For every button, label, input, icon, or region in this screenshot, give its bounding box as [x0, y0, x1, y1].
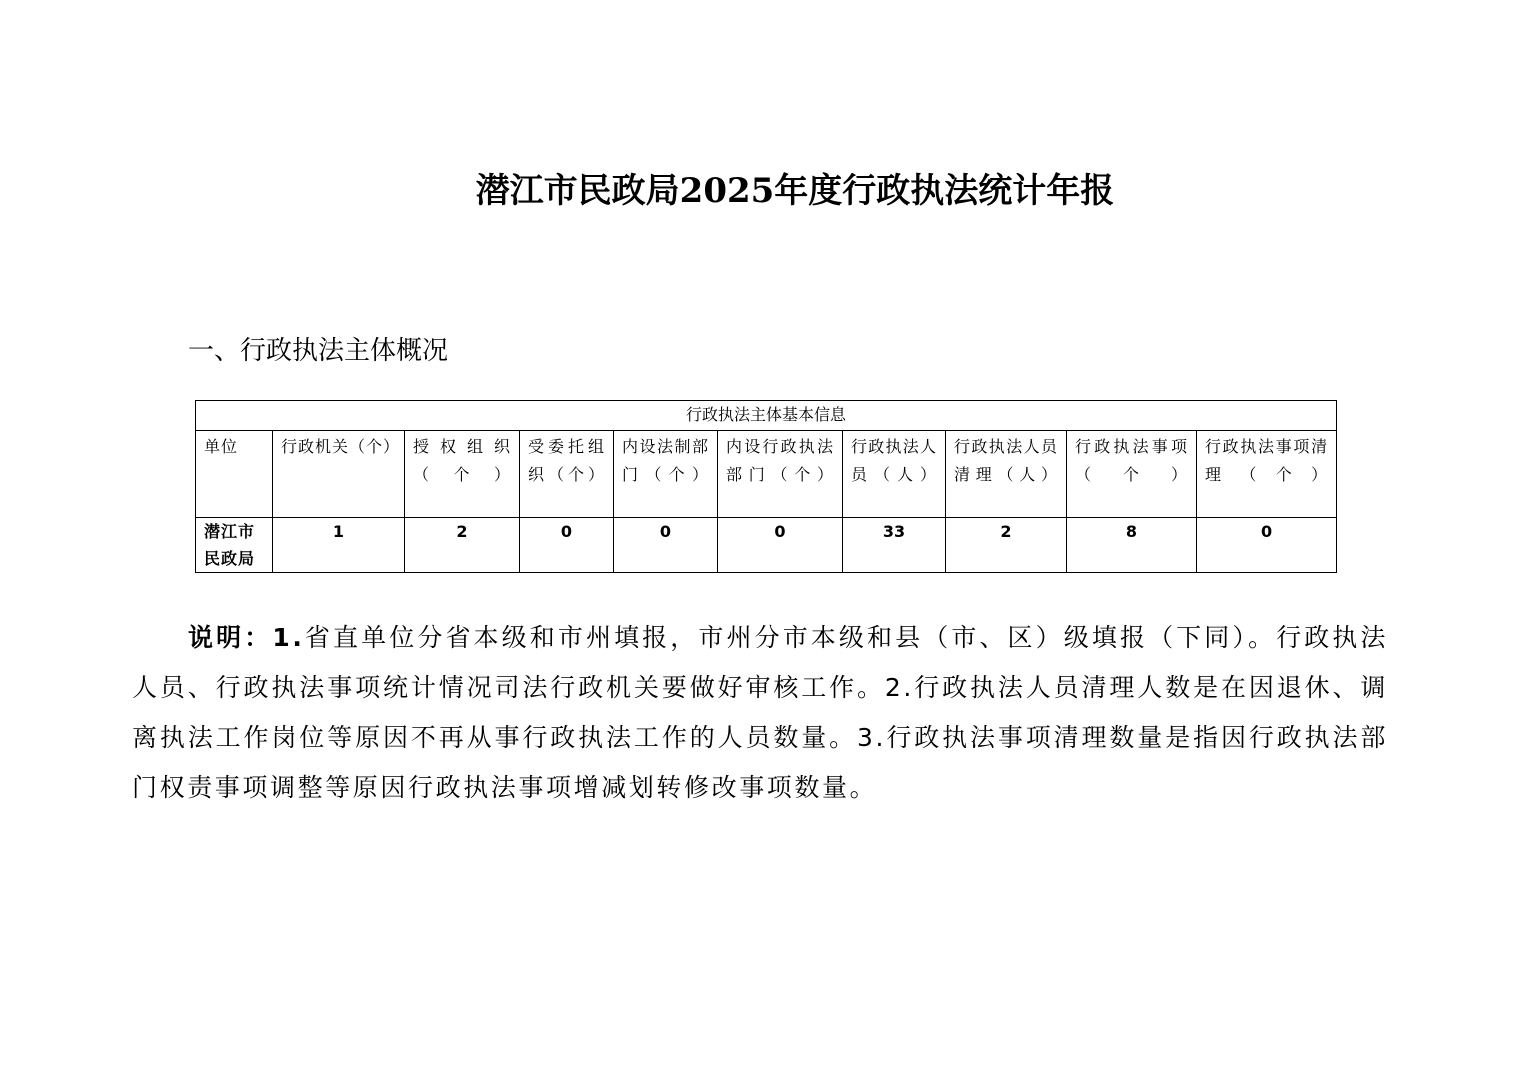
note-item1-number: 1. — [272, 623, 305, 652]
header-unit: 单位 — [196, 431, 273, 518]
cell-authorized-orgs: 2 — [405, 518, 520, 573]
header-admin-organs: 行政机关（个） — [273, 431, 405, 518]
explanatory-note — [132, 613, 1388, 813]
cell-items-cleanup: 0 — [1197, 518, 1337, 573]
note-label: 说明： — [188, 623, 273, 652]
row-unit: 潜江市民政局 — [196, 518, 273, 573]
section-heading: 一、行政执法主体概况 — [188, 336, 449, 366]
cell-entrusted-orgs: 0 — [520, 518, 614, 573]
header-enforcement-departments: 内设行政执法部门（个） — [718, 431, 843, 518]
page-title: 潜江市民政局2025年度行政执法统计年报 — [475, 171, 1115, 211]
header-personnel-cleanup: 行政执法人员清理（人） — [946, 431, 1067, 518]
header-enforcement-personnel: 行政执法人员（人） — [843, 431, 946, 518]
header-authorized-orgs: 授权组织（个） — [405, 431, 520, 518]
cell-enforcement-items: 8 — [1067, 518, 1197, 573]
note-text: 省直单位分省本级和市州填报，市州分市本级和县（市、区）级填报（下同）。行政执法人员、行政执法事项统计情况司法行政机关要做好审核工作。2.行政执法人员清理人数是在因退休、调离执法工作岗位等原因不再从事行政执法工作的人员数量。3.行政执法事项清理数量是指因行政执法部门权责事项调整等原因行政执法事项增减划转修改事项数量。 — [132, 623, 1388, 802]
cell-enforcement-departments: 0 — [718, 518, 843, 573]
table-row — [196, 518, 1337, 573]
enforcement-subject-table — [195, 400, 1337, 573]
cell-enforcement-personnel: 33 — [843, 518, 946, 573]
header-items-cleanup: 行政执法事项清理（个） — [1197, 431, 1337, 518]
header-enforcement-items: 行政执法事项（个） — [1067, 431, 1197, 518]
cell-legal-departments: 0 — [614, 518, 718, 573]
table-caption: 行政执法主体基本信息 — [196, 401, 1337, 431]
cell-admin-organs: 1 — [273, 518, 405, 573]
header-legal-departments: 内设法制部门（个） — [614, 431, 718, 518]
header-entrusted-orgs: 受委托组织（个） — [520, 431, 614, 518]
cell-personnel-cleanup: 2 — [946, 518, 1067, 573]
table-header-row — [196, 431, 1337, 518]
